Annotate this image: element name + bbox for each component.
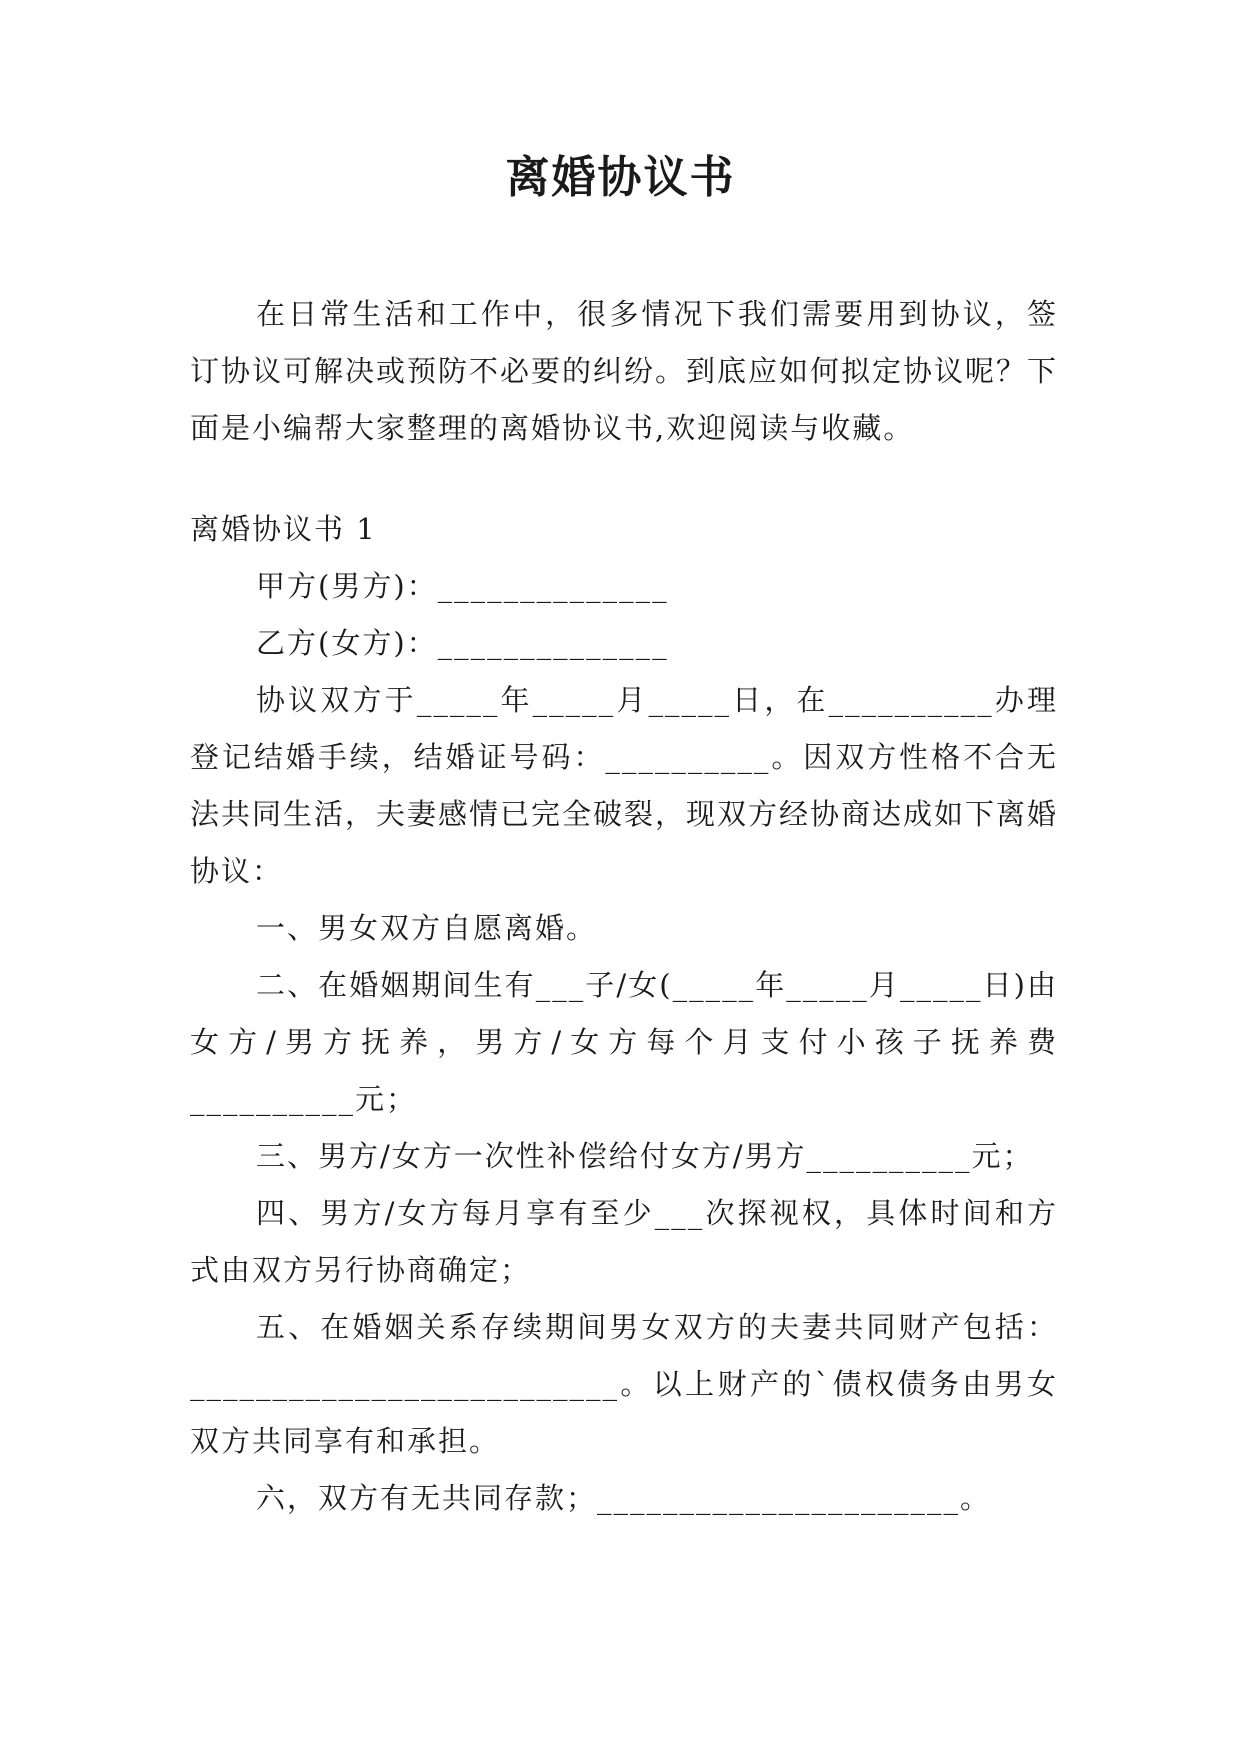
marriage-info-paragraph: 协议双方于_____年_____月_____日，在__________办理登记结婚手续，结婚证号码：__________。因双方性格不合无法共同生活，夫妻感情已完全破裂，现双方经协商达成如下离婚协议： — [190, 683, 1059, 888]
section-heading: 离婚协议书 1 — [190, 512, 377, 546]
clause-6: 六，双方有无共同存款；______________________。 — [256, 1481, 992, 1515]
party-b-line: 乙方(女方)：______________ — [256, 626, 669, 660]
document-body — [190, 286, 1058, 1527]
clause-2: 二、在婚姻期间生有___子/女(_____年_____月_____日)由女方/男方抚养，男方/女方每个月支付小孩子抚养费__________元； — [190, 968, 1058, 1116]
clause-1: 一、男女双方自愿离婚。 — [256, 911, 598, 945]
document-title: 离婚协议书 — [505, 152, 736, 203]
party-a-line: 甲方(男方)：______________ — [256, 569, 669, 603]
intro-paragraph: 在日常生活和工作中，很多情况下我们需要用到协议，签订协议可解决或预防不必要的纠纷。到底应如何拟定协议呢？下面是小编帮大家整理的离婚协议书,欢迎阅读与收藏。 — [190, 297, 1059, 445]
clause-5: 五、在婚姻关系存续期间男女双方的夫妻共同财产包括：__________________________。以上财产的`债权债务由男女双方共同享有和承担。 — [190, 1310, 1058, 1458]
paragraph-spacer — [190, 457, 1058, 501]
clause-3: 三、男方/女方一次性补偿给付女方/男方__________元； — [256, 1139, 1034, 1173]
clause-4: 四、男方/女方每月享有至少___次探视权，具体时间和方式由双方另行协商确定； — [190, 1196, 1058, 1287]
